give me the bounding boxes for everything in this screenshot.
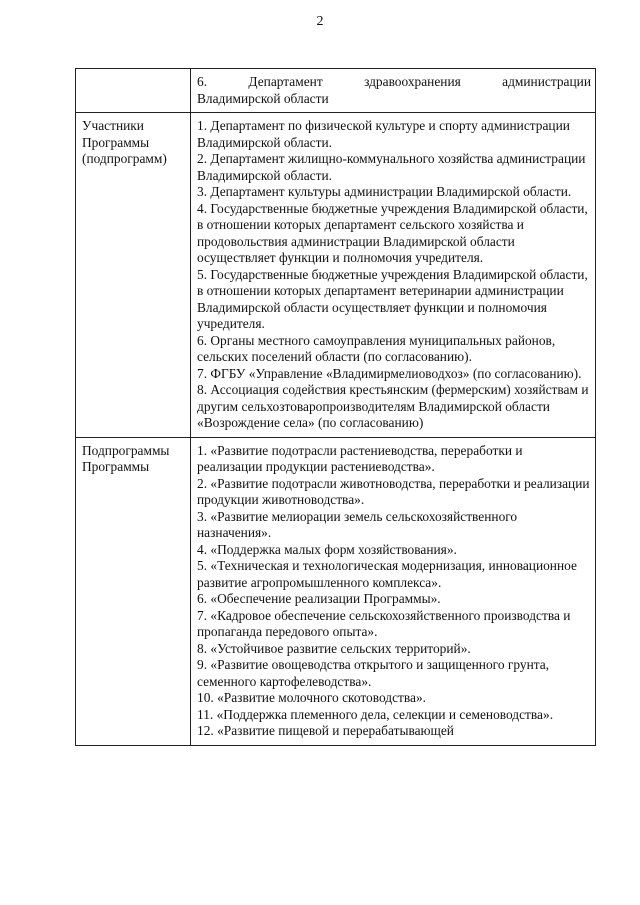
program-passport-table	[75, 68, 596, 746]
list-item: 5. Государственные бюджетные учреждения Владимирской области, в отношении которых департамент ветеринарии администрации Владимирской области осуществляет функции и полномочия учредителя.	[197, 266, 588, 331]
list-item: 4. Государственные бюджетные учреждения Владимирской области, в отношении которых департамент сельского хозяйства и продовольствия администрации Владимирской области осуществляет функции и полномочия учредителя.	[197, 200, 588, 265]
row-content	[191, 113, 596, 438]
list-item: 1. Департамент по физической культуре и спорту администрации Владимирской области.	[197, 118, 570, 150]
list-item: 3. Департамент культуры администрации Владимирской области.	[197, 184, 572, 199]
page-number: 2	[316, 14, 324, 29]
row-label: Участники Программы (подпрограмм)	[76, 113, 191, 438]
table-row	[76, 437, 596, 745]
list-item: 1. «Развитие подотрасли растениеводства, переработки и реализации продукции растениеводства».	[197, 442, 523, 474]
table-row	[76, 69, 596, 113]
list-item: 11. «Поддержка племенного дела, селекции и семеноводства».	[197, 706, 554, 722]
list-item: 2. «Развитие подотрасли животноводства, переработки и реализации продукции животноводства».	[197, 475, 590, 507]
list-item: 2. Департамент жилищно-коммунального хозяйства администрации Владимирской области.	[197, 151, 586, 183]
list-item: 3. «Развитие мелиорации земель сельскохозяйственного назначения».	[197, 508, 518, 540]
list-item: 5. «Техническая и технологическая модернизация, инновационное развитие агропромышленного комплекса».	[197, 558, 577, 590]
row-label: Подпрограммы Программы	[76, 437, 191, 745]
list-item: 4. «Поддержка малых форм хозяйствования».	[197, 541, 457, 557]
row-content	[191, 437, 596, 745]
row-label	[76, 69, 191, 113]
list-item: 10. «Развитие молочного скотоводства».	[197, 690, 427, 705]
row-content	[191, 69, 596, 113]
list-item: 8. Ассоциация содействия крестьянским (фермерским) хозяйствам и другим сельхозтоваропроизводителям Владимирской области «Возрождение села» (по согласованию)	[197, 382, 589, 430]
list-item: 6. Органы местного самоуправления муниципальных районов, сельских поселений области (по согласованию).	[197, 332, 556, 364]
list-item: 6. Департамент здравоохранения администрации	[197, 74, 591, 89]
table-row	[76, 113, 596, 438]
list-item: 8. «Устойчивое развитие сельских территорий».	[197, 640, 471, 656]
list-item: 12. «Развитие пищевой и перерабатывающей	[197, 723, 454, 738]
list-item: 7. «Кадровое обеспечение сельскохозяйственного производства и пропаганда передового опыта».	[197, 607, 571, 639]
list-item: Владимирской области	[197, 90, 329, 106]
list-item: 9. «Развитие овощеводства открытого и защищенного грунта, семенного картофелеводства».	[197, 657, 550, 689]
list-item: 7. ФГБУ «Управление «Владимирмелиоводхоз» (по согласованию).	[197, 365, 582, 381]
list-item: 6. «Обеспечение реализации Программы».	[197, 591, 441, 606]
